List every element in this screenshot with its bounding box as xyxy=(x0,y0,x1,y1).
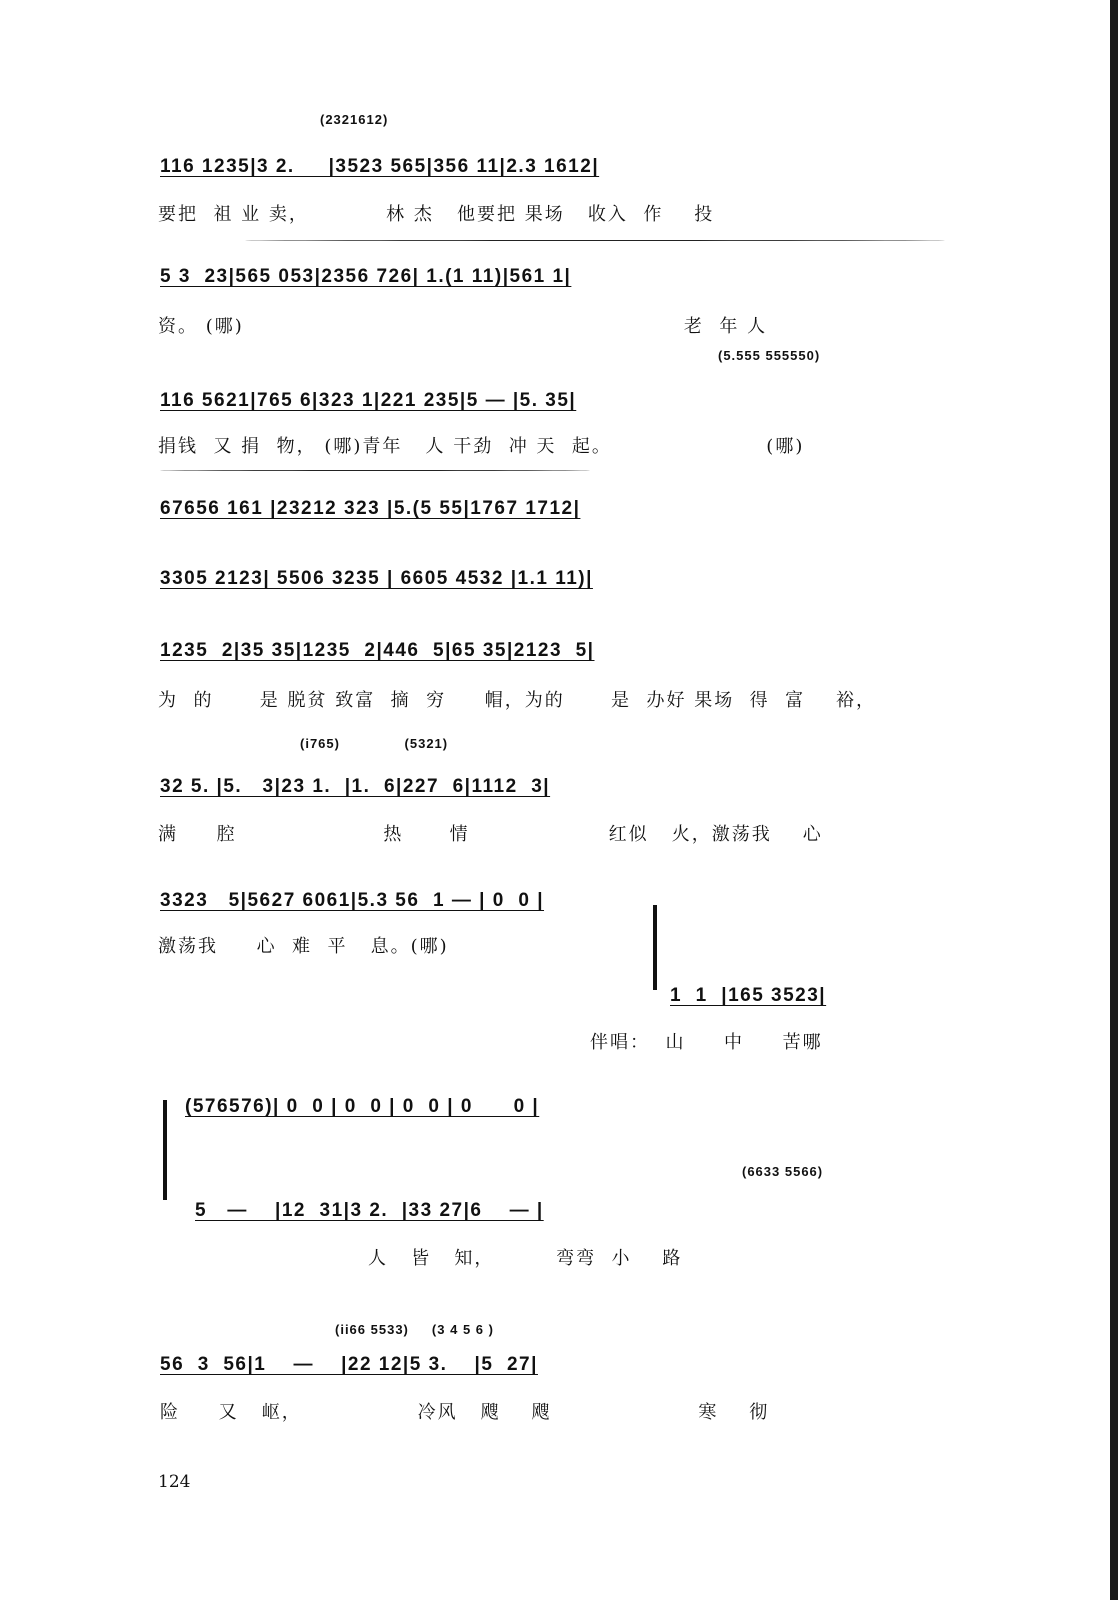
notation-row: 1 1 |165 3523| xyxy=(670,985,827,1006)
lyrics-line: 激荡我 心 难 平 息。(哪) xyxy=(158,936,449,957)
system-bracket xyxy=(163,1100,167,1200)
lyrics-line: 险 又 岖， 冷风 飕 飕 寒 彻 xyxy=(160,1402,770,1423)
notation-row: 3323 5|5627 6061|5.3 56 1 — | 0 0 | xyxy=(160,890,545,911)
notation-row: 116 1235|3 2. |3523 565|356 11|2.3 1612| xyxy=(160,156,600,177)
page-edge xyxy=(1110,0,1118,1600)
bracket-phrase: (5.555 555550) xyxy=(718,348,821,363)
notation-row: 116 5621|765 6|323 1|221 235|5 — |5. 35| xyxy=(160,390,577,411)
notation-row: 3305 2123| 5506 3235 | 6605 4532 |1.1 11)| xyxy=(160,568,593,589)
lyrics-line: 人 皆 知， 弯弯 小 路 xyxy=(368,1248,683,1269)
bracket-phrase: (ii66 5533) (3 4 5 6 ) xyxy=(335,1322,494,1337)
notation-row: 1235 2|35 35|1235 2|446 5|65 35|2123 5| xyxy=(160,640,595,661)
tie-slur xyxy=(160,470,590,472)
lyrics-line: 捐钱 又 捐 物， (哪)青年 人 干劲 冲 天 起。 (哪) xyxy=(158,436,805,457)
notation-row: 5 3 23|565 053|2356 726| 1.(1 11)|561 1| xyxy=(160,266,572,287)
lyrics-line: 为 的 是 脱贫 致富 摘 穷 帽，为的 是 办好 果场 得 富 裕， xyxy=(158,690,876,711)
lyrics-line: 满 腔 热 情 红似 火，激荡我 心 xyxy=(158,824,823,845)
bracket-phrase: (6633 5566) xyxy=(742,1164,824,1179)
notation-row: 67656 161 |23212 323 |5.(5 55|1767 1712| xyxy=(160,498,581,519)
bracket-phrase: (i765) (5321) xyxy=(300,736,449,751)
lyrics-line: 伴唱： 山 中 苦哪 xyxy=(590,1032,823,1053)
page-number: 124 xyxy=(158,1472,191,1492)
notation-row: 5 — |12 31|3 2. |33 27|6 — | xyxy=(195,1200,544,1221)
lyrics-line: 要把 祖 业 卖， 林 杰 他要把 果场 收入 作 投 xyxy=(158,204,715,225)
tie-slur xyxy=(245,240,945,242)
bracket-phrase: (2321612) xyxy=(320,112,389,127)
notation-row: (576576)| 0 0 | 0 0 | 0 0 | 0 0 | xyxy=(185,1096,540,1117)
notation-row: 32 5. |5. 3|23 1. |1. 6|227 6|1112 3| xyxy=(160,776,551,797)
lyrics-line: 资。 (哪) 老 年 人 xyxy=(158,316,768,337)
notation-row: 56 3 56|1 — |22 12|5 3. |5 27| xyxy=(160,1354,538,1375)
system-bracket xyxy=(653,905,657,990)
